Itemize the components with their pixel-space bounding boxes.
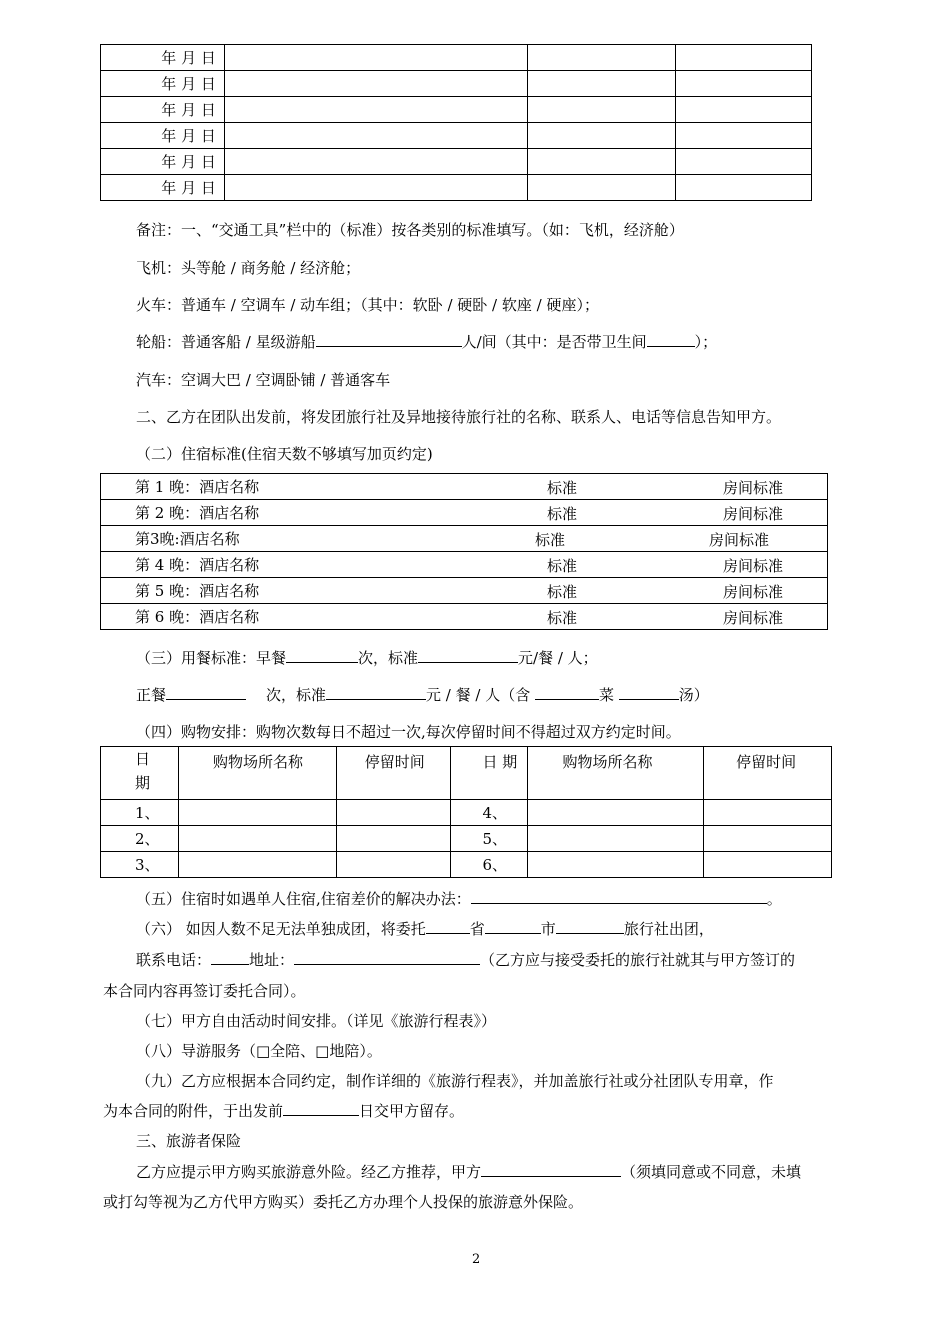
item-text: 乙方应提示甲方购买旅游意外险。经乙方推荐，甲方 xyxy=(136,1163,482,1181)
meal-label: 元/餐 / 人； xyxy=(518,649,598,667)
item-6 xyxy=(136,918,714,939)
std-label: 标准 xyxy=(547,479,578,497)
night-label: 第 5 晚：酒店名称 xyxy=(135,582,260,600)
dish-blank[interactable] xyxy=(535,684,599,700)
table-cell[interactable] xyxy=(528,45,676,71)
breakfast-std-blank[interactable] xyxy=(418,647,518,663)
table-cell[interactable] xyxy=(224,97,528,123)
table-cell[interactable] xyxy=(676,97,812,123)
agency-blank[interactable] xyxy=(556,918,624,934)
lodging-heading: （二）住宿标准(住宿天数不够填写加页约定) xyxy=(136,445,433,463)
soup-blank[interactable] xyxy=(619,684,679,700)
night-label: 第 2 晚：酒店名称 xyxy=(135,504,260,522)
item-text: 为本合同的附件，于出发前 xyxy=(103,1102,284,1120)
night-label: 第 6 晚：酒店名称 xyxy=(135,608,260,626)
header-stay-b: 停留时间 xyxy=(704,747,832,800)
table-row xyxy=(101,500,828,526)
table-cell[interactable] xyxy=(528,71,676,97)
table-cell[interactable] xyxy=(178,852,336,878)
meal-label: 次，标准 xyxy=(358,649,419,667)
header-place-b: 购物场所名称 xyxy=(528,747,704,800)
table-cell[interactable] xyxy=(336,826,450,852)
note-plane: 飞机：头等舱 / 商务舱 / 经济舱； xyxy=(136,259,361,277)
table-row xyxy=(101,149,812,175)
table-cell[interactable] xyxy=(528,826,704,852)
item-text: （乙方应与接受委托的旅行社就其与甲方签订的 xyxy=(480,951,796,969)
table-cell[interactable] xyxy=(224,71,528,97)
meal-count-blank[interactable] xyxy=(166,684,246,700)
breakfast-count-blank[interactable] xyxy=(286,647,358,663)
table-cell[interactable] xyxy=(704,826,832,852)
row-index: 6、 xyxy=(450,852,528,878)
transport-table xyxy=(100,44,812,201)
item-text: 省 xyxy=(469,920,485,938)
header-text: 期 xyxy=(135,774,151,792)
room-label: 房间标准 xyxy=(723,479,784,497)
table-cell[interactable] xyxy=(528,123,676,149)
item-6-line-2 xyxy=(136,949,795,970)
date-cell: 年 月 日 xyxy=(101,175,225,201)
note-train: 火车：普通车 / 空调车 / 动车组；（其中：软卧 / 硬卧 / 软座 / 硬座）； xyxy=(136,296,599,314)
date-cell: 年 月 日 xyxy=(101,149,225,175)
table-header-row xyxy=(101,747,832,800)
table-cell[interactable] xyxy=(224,149,528,175)
bathroom-blank[interactable] xyxy=(647,331,695,347)
item-text: 。 xyxy=(766,890,782,908)
meal-std-blank[interactable] xyxy=(326,684,426,700)
table-row xyxy=(101,474,828,500)
item-text: 地址： xyxy=(249,951,295,969)
table-cell[interactable] xyxy=(224,45,528,71)
table-row xyxy=(101,578,828,604)
section-3-title: 三、旅游者保险 xyxy=(136,1132,242,1150)
table-cell[interactable] xyxy=(178,826,336,852)
page-number: 2 xyxy=(472,1252,481,1267)
item-6-line-3: 本合同内容再签订委托合同）。 xyxy=(103,982,306,1000)
item-5 xyxy=(136,888,782,909)
meal-label: 汤） xyxy=(678,686,709,704)
table-row xyxy=(101,71,812,97)
meals-line-2 xyxy=(136,684,709,705)
night-label: 第 1 晚：酒店名称 xyxy=(135,478,260,496)
note-line-1: 备注：一、“交通工具”栏中的（标准）按各类别的标准填写。（如：飞机，经济舱） xyxy=(136,221,684,239)
ship-label: 轮船：普通客船 / 星级游船 xyxy=(136,333,316,351)
note-bus: 汽车：空调大巴 / 空调卧铺 / 普通客车 xyxy=(136,371,391,389)
shopping-table xyxy=(100,746,832,878)
table-row xyxy=(101,852,832,878)
item-text: 市 xyxy=(540,920,556,938)
section-2-text: 二、乙方在团队出发前，将发团旅行社及异地接待旅行社的名称、联系人、电话等信息告知甲方。 xyxy=(136,408,782,426)
item-text: 日交甲方留存。 xyxy=(359,1102,465,1120)
province-blank[interactable] xyxy=(426,918,470,934)
std-label: 标准 xyxy=(547,583,578,601)
table-row xyxy=(101,175,812,201)
night-label: 第 4 晚：酒店名称 xyxy=(135,556,260,574)
header-place: 购物场所名称 xyxy=(178,747,336,800)
table-row xyxy=(101,123,812,149)
table-row xyxy=(101,552,828,578)
table-cell[interactable] xyxy=(676,71,812,97)
table-cell[interactable] xyxy=(676,149,812,175)
date-cell: 年 月 日 xyxy=(101,45,225,71)
table-row xyxy=(101,604,828,630)
row-index: 5、 xyxy=(450,826,528,852)
room-label: 房间标准 xyxy=(709,531,770,549)
table-cell[interactable] xyxy=(178,800,336,826)
address-blank[interactable] xyxy=(294,949,480,965)
std-label: 标准 xyxy=(547,505,578,523)
ship-label-2: 人/间（其中：是否带卫生间 xyxy=(461,333,647,351)
table-cell[interactable] xyxy=(528,852,704,878)
item-text: 旅行社出团， xyxy=(623,920,714,938)
row-index: 1、 xyxy=(101,800,179,826)
date-cell: 年 月 日 xyxy=(101,123,225,149)
meals-line-1 xyxy=(136,647,598,668)
room-label: 房间标准 xyxy=(723,557,784,575)
header-stay: 停留时间 xyxy=(336,747,450,800)
std-label: 标准 xyxy=(547,609,578,627)
item-text: 联系电话： xyxy=(136,951,212,969)
ship-label-3: ）； xyxy=(694,333,718,351)
room-label: 房间标准 xyxy=(723,583,784,601)
header-text: 日 xyxy=(135,750,151,768)
table-cell[interactable] xyxy=(676,123,812,149)
insurance-line-1 xyxy=(136,1161,801,1182)
table-cell[interactable] xyxy=(528,149,676,175)
table-cell[interactable] xyxy=(336,852,450,878)
meal-label: 元 / 餐 / 人（含 xyxy=(426,686,531,704)
meal-label: 菜 xyxy=(599,686,615,704)
item-9: （九）乙方应根据本合同约定，制作详细的《旅游行程表》，并加盖旅行社或分社团队专用章，作 xyxy=(136,1072,774,1090)
item-text: （五）住宿时如遇单人住宿,住宿差价的解决办法： xyxy=(136,890,471,908)
table-cell[interactable] xyxy=(528,800,704,826)
phone-blank[interactable] xyxy=(211,949,249,965)
table-row xyxy=(101,526,828,552)
table-cell[interactable] xyxy=(704,852,832,878)
item-7: （七）甲方自由活动时间安排。（详见《旅游行程表》） xyxy=(136,1012,497,1030)
table-cell[interactable] xyxy=(676,175,812,201)
table-cell[interactable] xyxy=(224,123,528,149)
date-cell: 年 月 日 xyxy=(101,97,225,123)
table-row xyxy=(101,826,832,852)
table-cell[interactable] xyxy=(528,175,676,201)
days-blank[interactable] xyxy=(283,1100,359,1116)
table-cell[interactable] xyxy=(528,97,676,123)
meal-label: 正餐 xyxy=(136,686,167,704)
row-index: 3、 xyxy=(101,852,179,878)
item-8: （八）导游服务（□全陪、□地陪）。 xyxy=(136,1042,382,1060)
night-label: 第3晚:酒店名称 xyxy=(135,530,240,548)
room-label: 房间标准 xyxy=(723,609,784,627)
lodging-table xyxy=(100,473,828,630)
agree-blank[interactable] xyxy=(481,1161,621,1177)
shopping-heading: （四）购物安排：购物次数每日不超过一次,每次停留时间不得超过双方约定时间。 xyxy=(136,723,681,741)
row-index: 4、 xyxy=(450,800,528,826)
insurance-line-2: 或打勾等视为乙方代甲方购买）委托乙方办理个人投保的旅游意外保险。 xyxy=(103,1193,584,1211)
header-date xyxy=(101,747,179,800)
note-ship xyxy=(136,331,717,352)
meal-label: 次，标准 xyxy=(266,686,327,704)
item-text: （须填同意或不同意，未填 xyxy=(621,1163,802,1181)
table-cell[interactable] xyxy=(704,800,832,826)
table-cell[interactable] xyxy=(224,175,528,201)
meal-label: （三）用餐标准：早餐 xyxy=(136,649,287,667)
item-text: （六） 如因人数不足无法单独成团，将委托 xyxy=(136,920,426,938)
price-diff-blank[interactable] xyxy=(471,888,767,904)
table-row xyxy=(101,800,832,826)
std-label: 标准 xyxy=(547,557,578,575)
table-row xyxy=(101,45,812,71)
row-index: 2、 xyxy=(101,826,179,852)
std-label: 标准 xyxy=(535,531,566,549)
room-label: 房间标准 xyxy=(723,505,784,523)
table-cell[interactable] xyxy=(336,800,450,826)
header-date-b: 日 期 xyxy=(450,747,528,800)
ship-blank[interactable] xyxy=(316,331,462,347)
item-9-line-2 xyxy=(103,1100,464,1121)
city-blank[interactable] xyxy=(485,918,541,934)
table-cell[interactable] xyxy=(676,45,812,71)
table-row xyxy=(101,97,812,123)
date-cell: 年 月 日 xyxy=(101,71,225,97)
